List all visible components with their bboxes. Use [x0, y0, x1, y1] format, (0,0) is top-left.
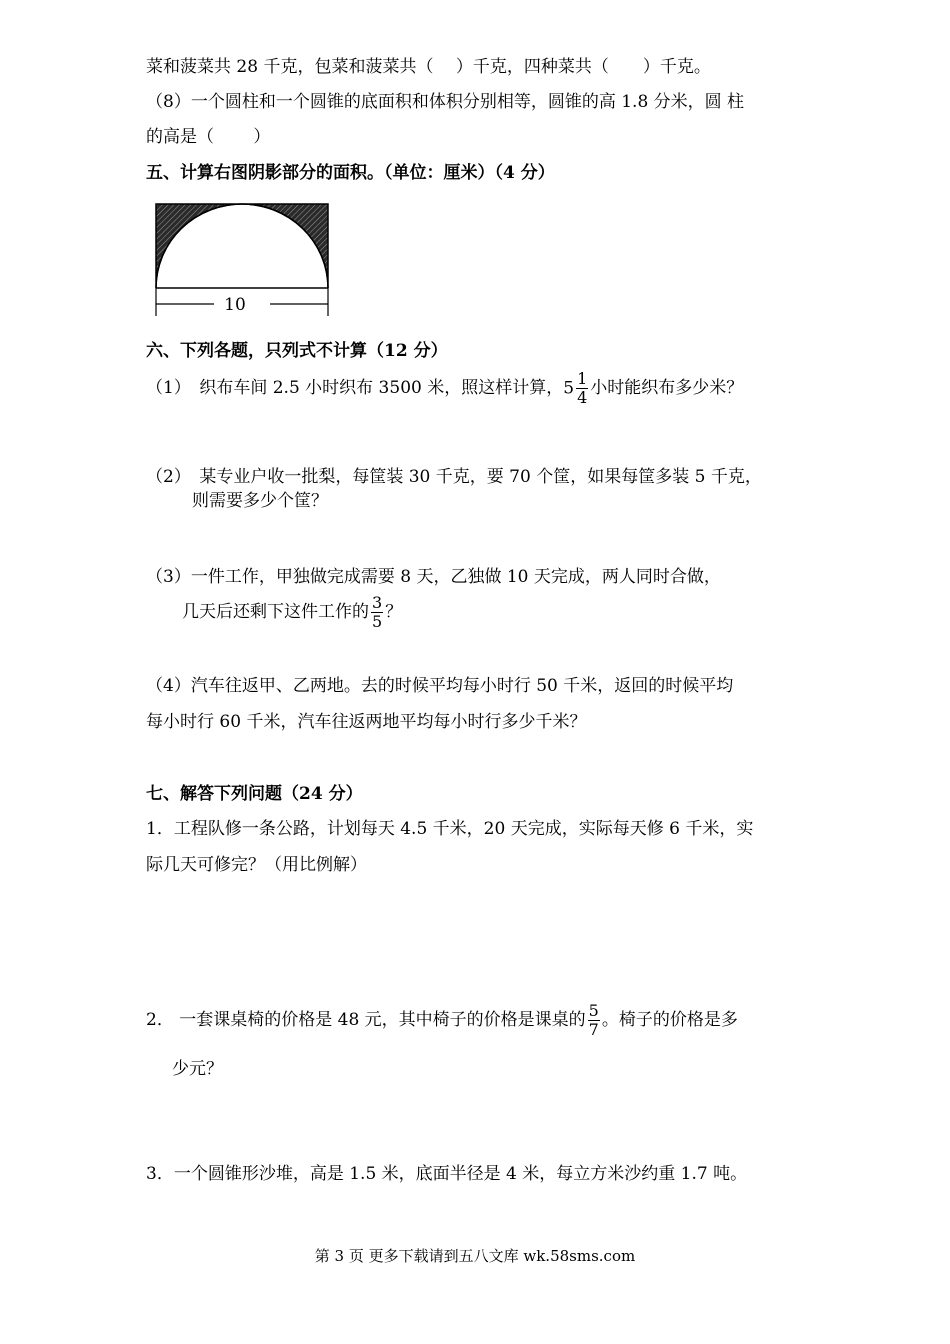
section-7-problem-1-line-1: 1．工程队修一条公路，计划每天 4.5 千米，20 天完成，实际每天修 6 千米，实 — [146, 819, 754, 839]
q1-fraction — [576, 370, 588, 407]
shaded-region — [156, 204, 328, 288]
q1-prefix: （1） 织布车间 2.5 小时织布 3500 米，照这样计算， — [146, 378, 564, 398]
section-6-heading: 六、下列各题，只列式不计算（12 分） — [146, 341, 448, 361]
page-footer: 第 3 页 更多下载请到五八文库 wk.58sms.com — [314, 1247, 636, 1265]
section-7-problem-3-line-1: 3．一个圆锥形沙堆，高是 1.5 米，底面半径是 4 米，每立方米沙约重 1.7 吨。 — [146, 1164, 748, 1184]
section-6-question-3-line-1: （3）一件工作，甲独做完成需要 8 天，乙独做 10 天完成，两人同时合做， — [146, 567, 721, 587]
question-8-line-2: 的高是（ ） — [146, 127, 271, 147]
shaded-area-figure — [150, 200, 340, 326]
question-8-line-1: （8）一个圆柱和一个圆锥的底面积和体积分别相等，圆锥的高 1.8 分米，圆 柱 — [146, 92, 745, 112]
q3-suffix: ？ — [385, 602, 403, 622]
section-7-problem-2-line-2: 少元？ — [172, 1059, 223, 1079]
section-6-question-4-line-2: 每小时行 60 千米，汽车往返两地平均每小时行多少千米？ — [146, 712, 587, 732]
p2-fraction — [588, 1002, 600, 1039]
dimension-label: 10 — [224, 295, 246, 315]
section-6-question-2-line-2: 则需要多少个筐？ — [192, 491, 328, 511]
section-6-question-3-line-2 — [182, 594, 402, 631]
q1-fraction-numerator: 1 — [577, 369, 588, 388]
q3-fraction-numerator: 3 — [372, 593, 383, 612]
q3-fraction-denominator: 5 — [372, 612, 383, 631]
section-6-question-2-line-1: （2） 某专业户收一批梨，每筐装 30 千克，要 70 个筐，如果每筐多装 5 千克， — [146, 467, 762, 487]
section-7-problem-1-line-2: 际几天可修完？（用比例解） — [146, 855, 367, 875]
section-7-problem-2-line-1 — [146, 1002, 738, 1039]
q3-prefix: 几天后还剩下这件工作的 — [182, 602, 369, 622]
q3-fraction — [371, 594, 383, 631]
section-6-question-4-line-1: （4）汽车往返甲、乙两地。去的时候平均每小时行 50 千米，返回的时候平均 — [146, 676, 734, 696]
section-6-question-1 — [146, 370, 743, 407]
p2-suffix: 。椅子的价格是多 — [601, 1010, 738, 1030]
semicircle-figure-svg — [150, 200, 340, 322]
section-7-heading: 七、解答下列问题（24 分） — [146, 784, 363, 804]
section-5-heading: 五、计算右图阴影部分的面积。（单位：厘米）（4 分） — [146, 163, 555, 183]
q1-fraction-denominator: 4 — [577, 388, 588, 407]
q1-suffix: 小时能织布多少米？ — [590, 378, 744, 398]
p2-prefix: 2． 一套课桌椅的价格是 48 元，其中椅子的价格是课桌的 — [146, 1010, 586, 1030]
text-line-1: 菜和菠菜共 28 千克，包菜和菠菜共（ ）千克，四种菜共（ ）千克。 — [146, 57, 711, 77]
p2-fraction-denominator: 7 — [588, 1020, 599, 1039]
p2-fraction-numerator: 5 — [588, 1001, 599, 1020]
q1-mixed-whole: 5 — [563, 378, 575, 399]
